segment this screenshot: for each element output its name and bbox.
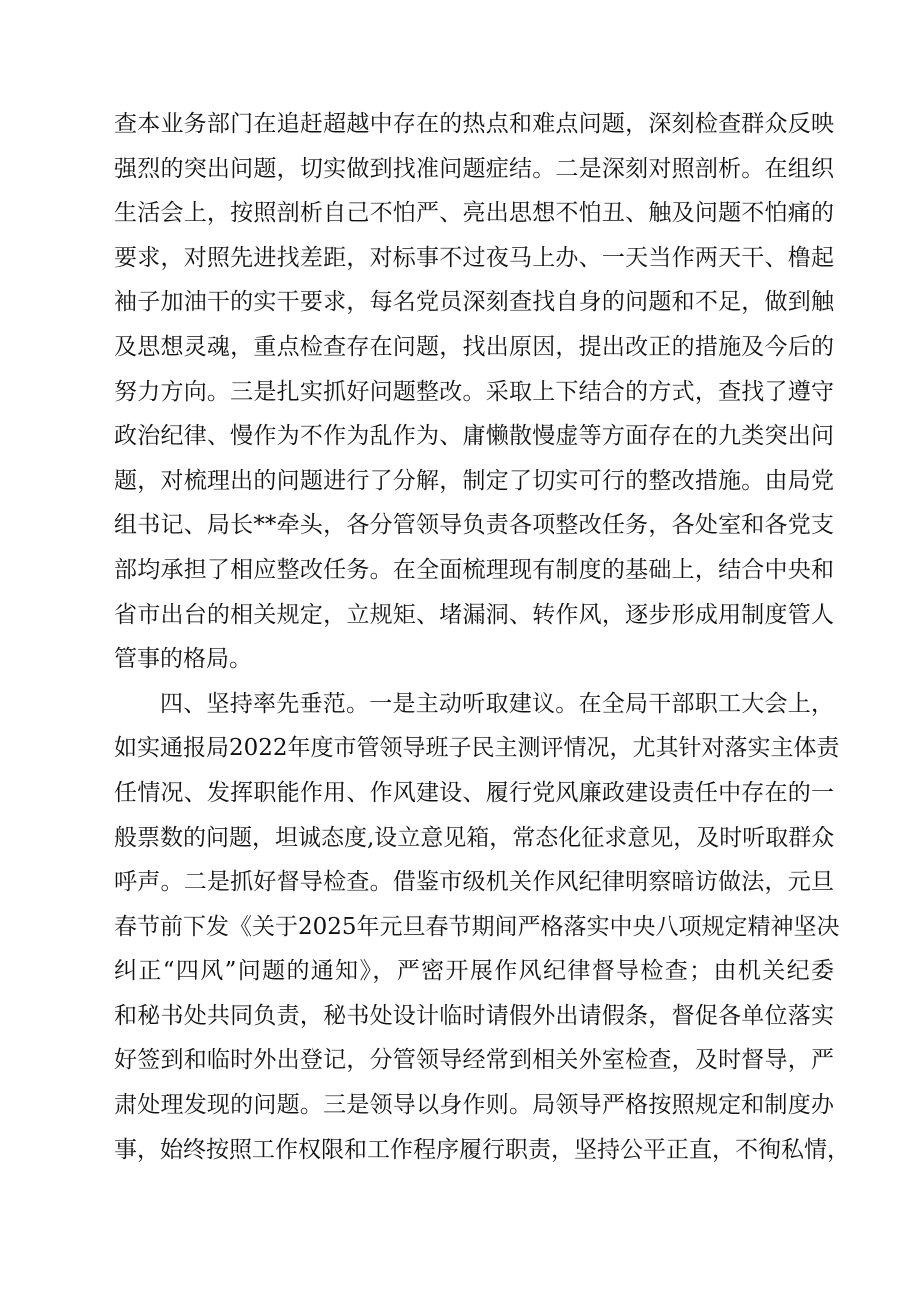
text-line: 呼声。二是抓好督导检查。借鉴市级机关作风纪律明察暗访做法，元旦 — [114, 869, 834, 896]
text-line: 般票数的问题，坦诚态度,设立意见箱，常态化征求意见，及时听取群众 — [114, 824, 835, 851]
text-line: 肃处理发现的问题。三是领导以身作则。局领导严格按照规定和制度办 — [114, 1092, 834, 1119]
text-line: 部均承担了相应整改任务。在全面梳理现有制度的基础上，结合中央和 — [114, 556, 834, 583]
text-line: 管事的格局。 — [114, 646, 252, 673]
text-line: 题，对梳理出的问题进行了分解，制定了切实可行的整改措施。由局党 — [114, 467, 834, 494]
text-line: 春节前下发《关于2025年元旦春节期间严格落实中央八项规定精神坚决 — [114, 913, 840, 940]
text-line: 好签到和临时外出登记，分管领导经常到相关外室检查，及时督导，严 — [114, 1047, 834, 1074]
text-line: 任情况、发挥职能作用、作风建设、履行党风廉政建设责任中存在的一 — [114, 779, 834, 806]
paragraph-heading-line: 四、坚持率先垂范。一是主动听取建议。在全局干部职工大会上， — [160, 690, 834, 717]
text-line: 袖子加油干的实干要求，每名党员深刻查找自身的问题和不足，做到触 — [114, 289, 834, 316]
text-line: 事，始终按照工作权限和工作程序履行职责，坚持公平正直，不徇私情， — [114, 1136, 850, 1163]
text-line: 强烈的突出问题，切实做到找准问题症结。二是深刻对照剖析。在组织 — [114, 155, 834, 182]
text-line: 组书记、局长**牵头，各分管领导负责各项整改任务，各处室和各党支 — [114, 512, 834, 539]
text-line: 如实通报局2022年度市管领导班子民主测评情况，尤其针对落实主体责 — [114, 735, 840, 762]
text-line: 纠正“四风”问题的通知》，严密开展作风纪律督导检查；由机关纪委 — [114, 958, 834, 985]
text-line: 和秘书处共同负责，秘书处设计临时请假外出请假条，督促各单位落实 — [114, 1002, 834, 1029]
text-line: 政治纪律、慢作为不作为乱作为、庸懒散慢虚等方面存在的九类突出问 — [114, 423, 834, 450]
body-text — [114, 102, 850, 1172]
text-line: 省市出台的相关规定，立规矩、堵漏洞、转作风，逐步形成用制度管人 — [114, 601, 834, 628]
text-line: 要求，对照先进找差距，对标事不过夜马上办、一天当作两天干、橹起 — [114, 244, 834, 271]
text-line: 努力方向。三是扎实抓好问题整改。采取上下结合的方式，查找了遵守 — [114, 378, 834, 405]
text-line: 生活会上，按照剖析自己不怕严、亮出思想不怕丑、触及问题不怕痛的 — [114, 200, 834, 227]
text-line: 及思想灵魂，重点检查存在问题，找出原因，提出改正的措施及今后的 — [114, 333, 834, 360]
text-line: 查本业务部门在追赶超越中存在的热点和难点问题，深刻检查群众反映 — [114, 111, 834, 137]
